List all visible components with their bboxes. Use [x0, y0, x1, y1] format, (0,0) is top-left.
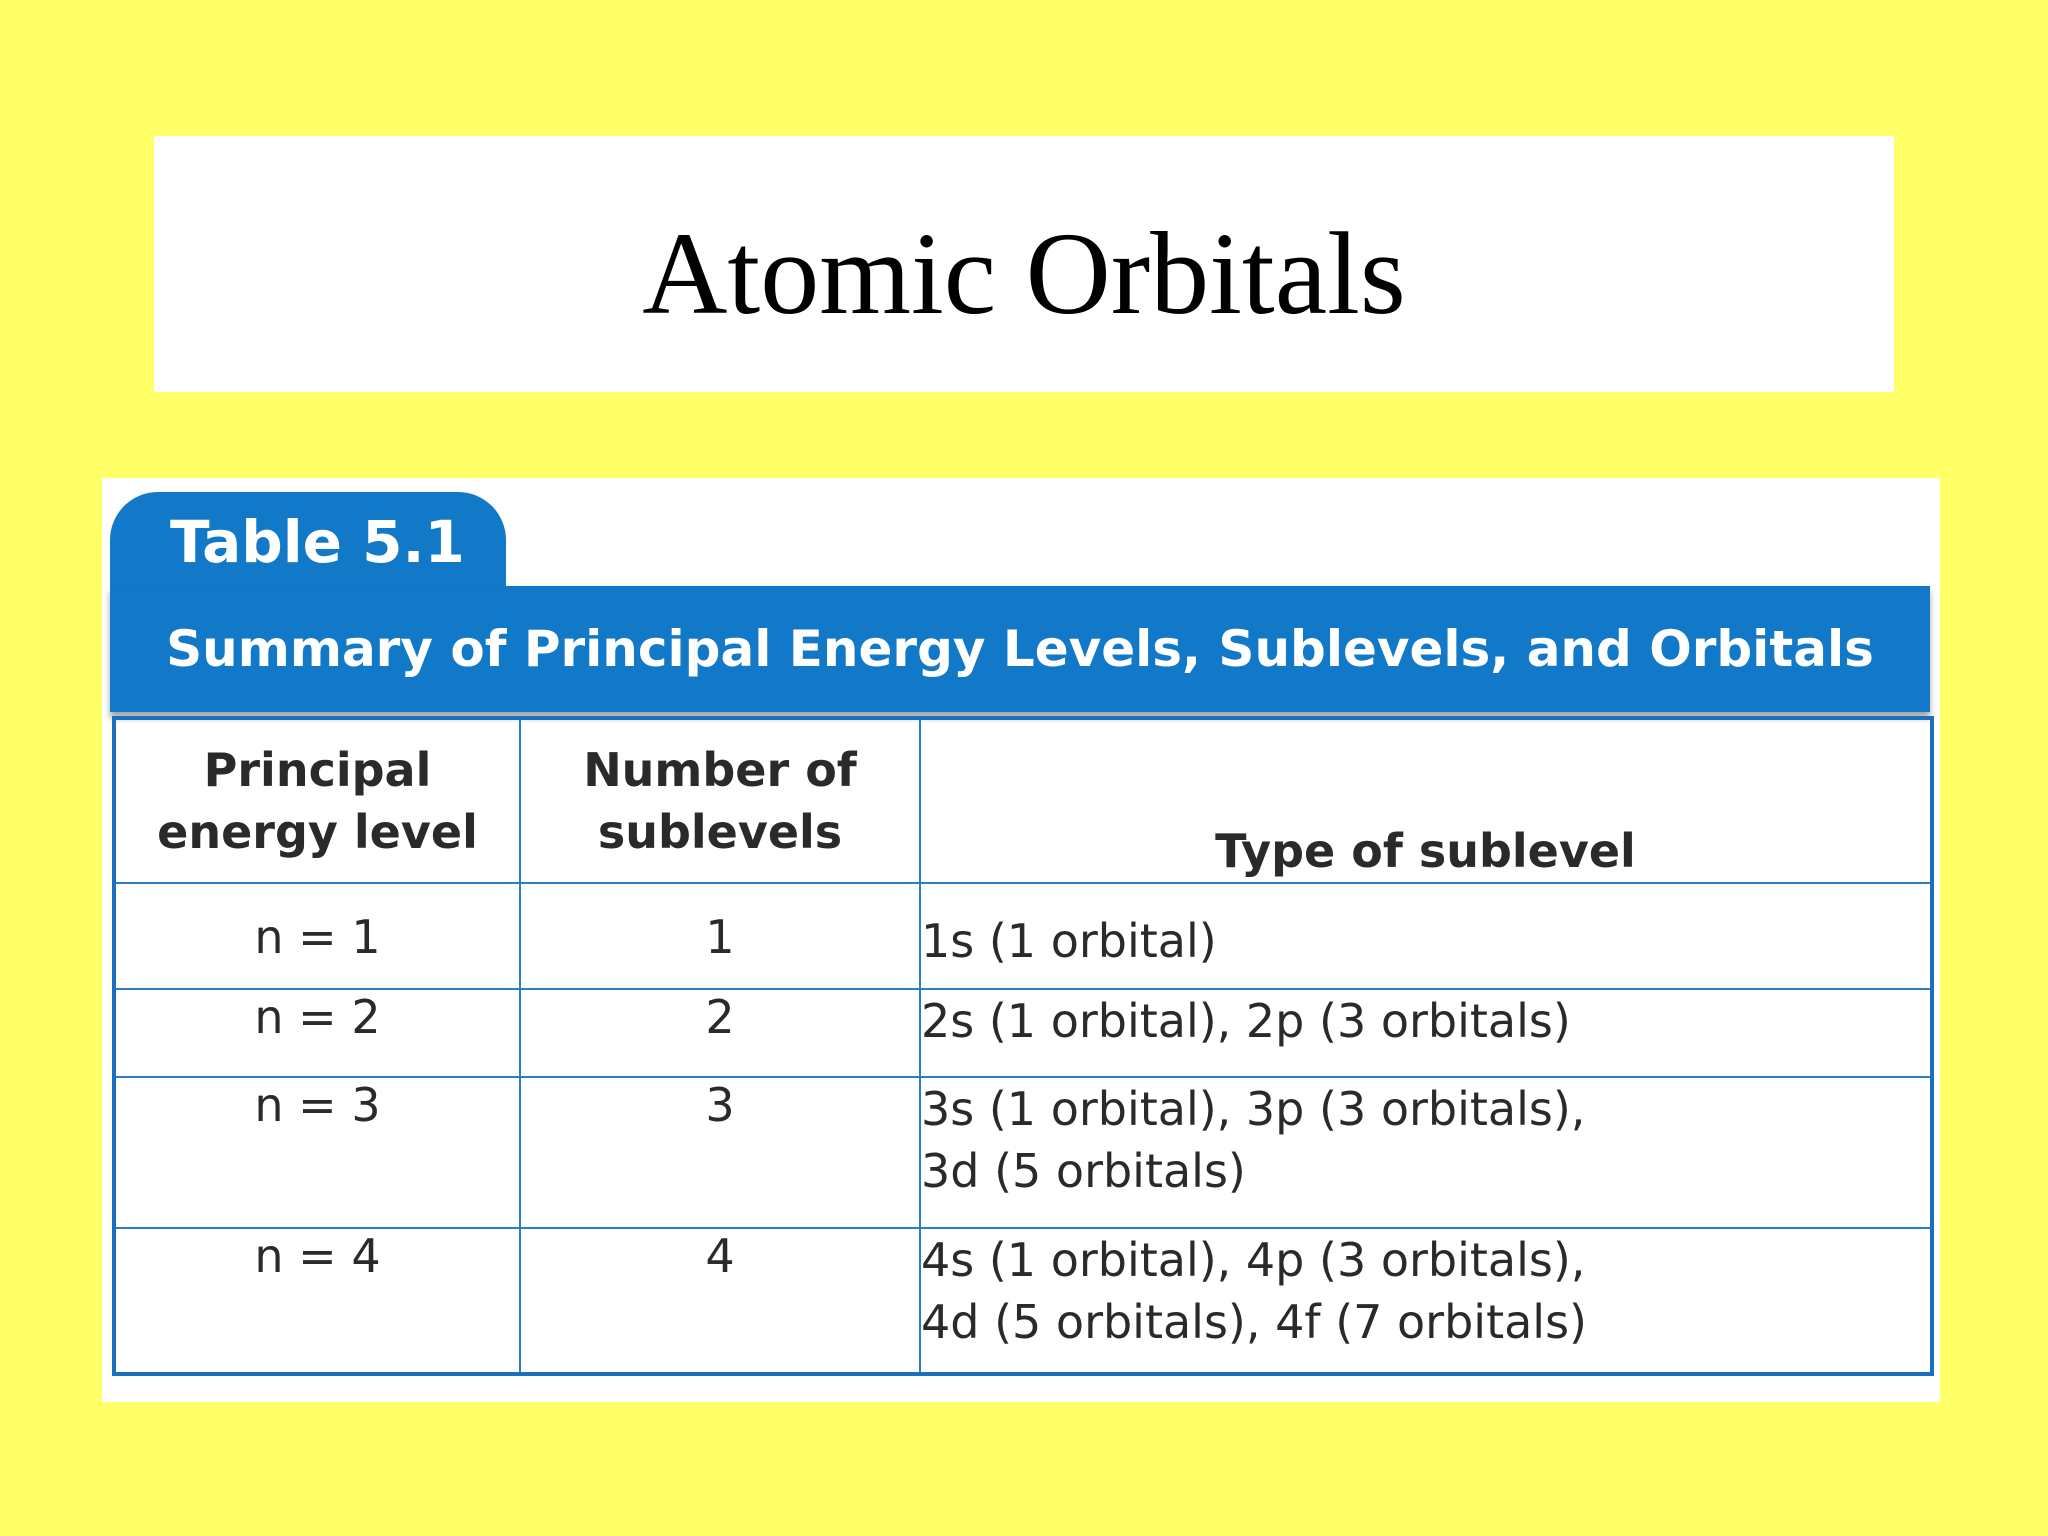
header-number-of-sublevels: Number of sublevels: [520, 718, 920, 883]
cell-count: 2: [520, 989, 920, 1077]
cell-level: n = 4: [114, 1228, 520, 1374]
table-row: [114, 1228, 1932, 1374]
header-type-of-sublevel: Type of sublevel: [920, 718, 1932, 883]
cell-level: n = 2: [114, 989, 520, 1077]
title-box: [154, 136, 1894, 392]
cell-count: 4: [520, 1228, 920, 1374]
header-row: [114, 718, 1932, 883]
table-row: [114, 1077, 1932, 1227]
table-caption: Summary of Principal Energy Levels, Sublevels, and Orbitals: [110, 586, 1930, 712]
cell-count: 1: [520, 883, 920, 989]
cell-level: n = 1: [114, 883, 520, 989]
table-row: [114, 883, 1932, 989]
cell-count: 3: [520, 1077, 920, 1227]
table-card: [102, 478, 1940, 1402]
slide-title: Atomic Orbitals: [642, 208, 1406, 339]
table-number-tab: Table 5.1: [110, 492, 506, 588]
table-row: [114, 989, 1932, 1077]
cell-sublevels: 1s (1 orbital): [920, 883, 1932, 989]
header-principal-energy-level: Principal energy level: [114, 718, 520, 883]
orbitals-table: [112, 716, 1934, 1376]
cell-sublevels: 4s (1 orbital), 4p (3 orbitals), 4d (5 orbitals), 4f (7 orbitals): [920, 1228, 1932, 1374]
cell-sublevels: 3s (1 orbital), 3p (3 orbitals), 3d (5 orbitals): [920, 1077, 1932, 1227]
cell-sublevels: 2s (1 orbital), 2p (3 orbitals): [920, 989, 1932, 1077]
cell-level: n = 3: [114, 1077, 520, 1227]
